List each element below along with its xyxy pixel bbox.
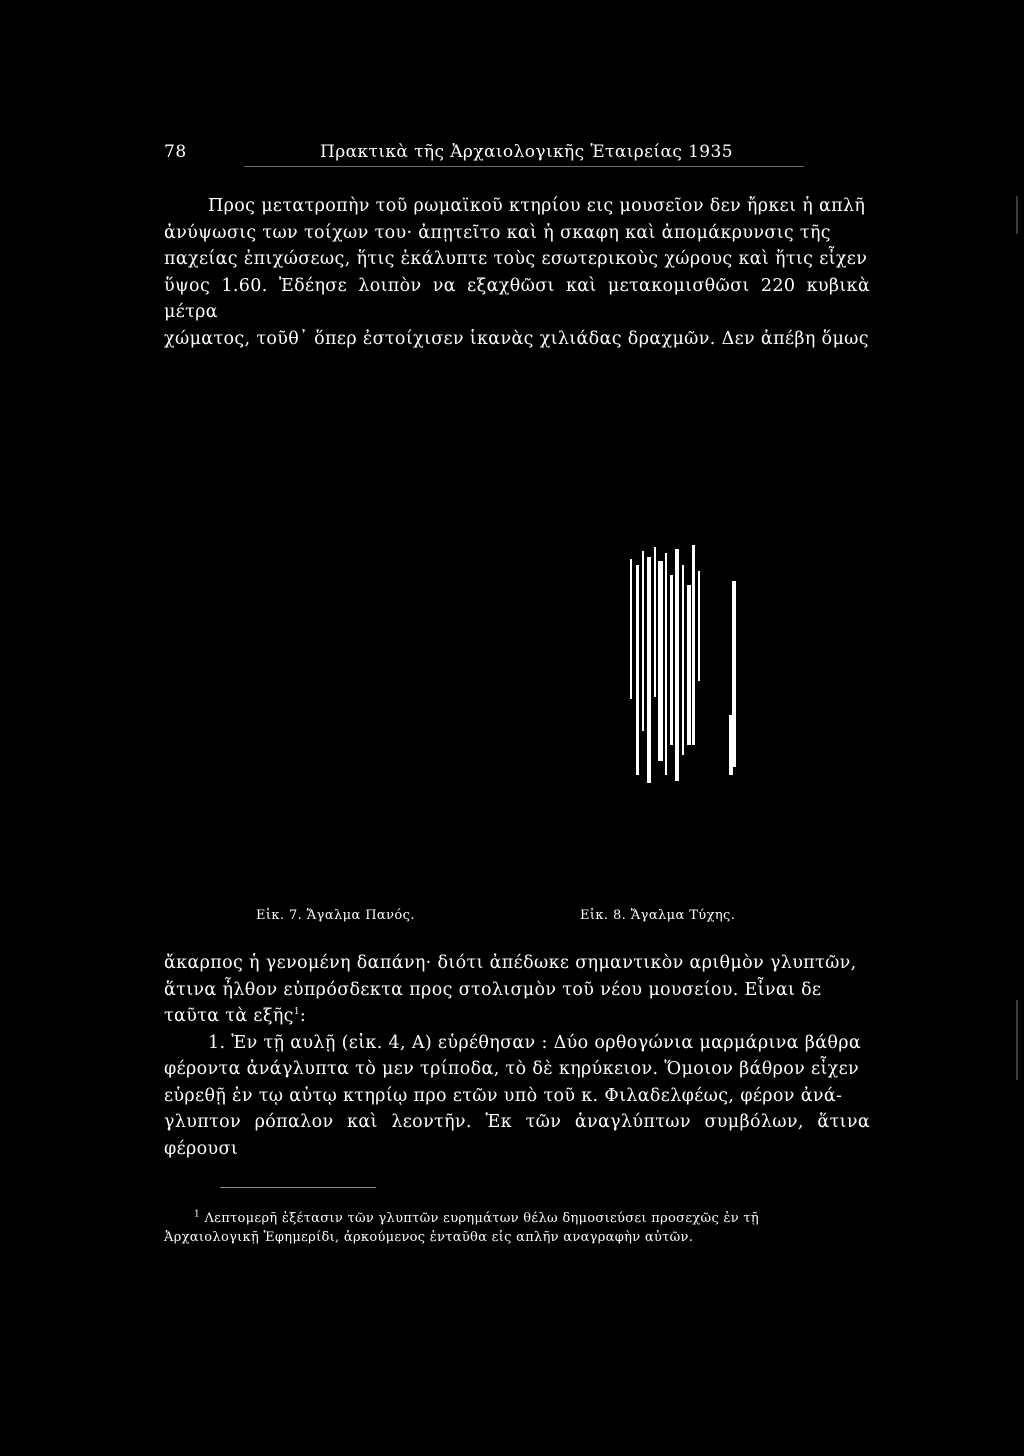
- page-number: 78: [164, 142, 187, 162]
- footnote-marker: 1: [194, 1209, 201, 1220]
- bottom-paragraph: [164, 950, 870, 1162]
- scan-edge-mark: [1016, 196, 1018, 234]
- paragraph-line: ἄκαρπος ἡ γενομένη δαπάνη· διότι ἀπέδωκε σημαντικὸν αριθμὸν γλυπτῶν,: [164, 953, 857, 973]
- footnote-line: Ἀρχαιολογικῇ Ἐφημερίδι, ἀρκούμενος ἐνταῦθα εἰς απλῆν αναγραφὴν αὐτῶν.: [164, 1230, 694, 1245]
- footnote: [164, 1209, 870, 1247]
- page-header: [164, 142, 870, 170]
- footnote-text: Λεπτομερῆ ἐξέτασιν τῶν γλυπτῶν ευρημάτων θέλω δημοσιεύσει προσεχῶς ἐν τῇ: [204, 1211, 759, 1226]
- scan-edge-mark: [1016, 1000, 1018, 1080]
- paragraph-line: ἀνύψωσις των τοίχων του· ἀπῃτεῖτο καὶ ἡ σκαφη καὶ ἀπομάκρυνσις τῆς: [164, 222, 831, 243]
- header-rule: [244, 166, 804, 167]
- list-item-line: 1. Ἐν τῇ αυλῇ (εἰκ. 4, Α) εὑρέθησαν : Δύο ορθογώνια μαρμάρινα βάθρα: [208, 1032, 862, 1053]
- running-title: Πρακτικὰ τῆς Ἀρχαιολογικῆς Ἑταιρείας 1935: [320, 142, 733, 162]
- top-paragraph: [164, 193, 870, 352]
- list-item-line: γλυπτον ρόπαλον καὶ λεοντῆν. Ἐκ τῶν ἀναγλύπτων συμβόλων, ἅτινα φέρουσι: [164, 1112, 870, 1159]
- paragraph-line-punct: :: [299, 1006, 307, 1026]
- list-item-line: εὑρεθῇ ἐν τῳ αὐτῳ κτηρίῳ προ ετῶν υπὸ τοῦ κ. Φιλαδελφέως, φέρον ἀνά-: [164, 1085, 843, 1106]
- footnote-line: [164, 1209, 870, 1228]
- paragraph-line: παχείας ἐπιχώσεως, ἥτις ἐκάλυπτε τοὺς εσωτερικοὺς χώρους καὶ ἥτις εἶχεν: [164, 249, 868, 269]
- paragraph-line: [164, 1003, 870, 1030]
- footnote-reference[interactable]: 1: [293, 1007, 300, 1018]
- figure-image-remnant: [600, 545, 750, 785]
- paragraph-line: Προς μετατροπὴν τοῦ ρωμαϊκοῦ κτηρίου εις μουσεῖον δεν ἤρκει ἡ απλῆ: [208, 196, 866, 216]
- paragraph-line-text: ταῦτα τὰ εξῆς: [164, 1006, 294, 1026]
- figure-7-caption: Εἰκ. 7. Ἄγαλμα Πανός.: [256, 908, 415, 923]
- paragraph-line: ἅτινα ἦλθον εὐπρόσδεκτα προς στολισμὸν τοῦ νέου μουσείου. Εἶναι δε: [164, 979, 822, 1000]
- figure-streaks-image: [600, 545, 750, 785]
- paragraph-line: ὕψος 1.60. Ἐδέησε λοιπὸν να εξαχθῶσι καὶ μετακομισθῶσι 220 κυβικὰ μέτρα: [164, 275, 870, 322]
- figure-8-caption: Εἰκ. 8. Ἄγαλμα Τύχης.: [580, 908, 736, 923]
- footnote-rule: [220, 1187, 376, 1188]
- list-item-line: φέροντα ἀνάγλυπτα τὸ μεν τρίποδα, τὸ δὲ κηρύκειον. Ὅμοιον βάθρον εἶχεν: [164, 1059, 860, 1079]
- paragraph-line: χώματος, τοῦθ᾽ ὅπερ ἐστοίχισεν ἱκανὰς χιλιάδας δραχμῶν. Δεν ἀπέβη ὅμως: [164, 328, 869, 349]
